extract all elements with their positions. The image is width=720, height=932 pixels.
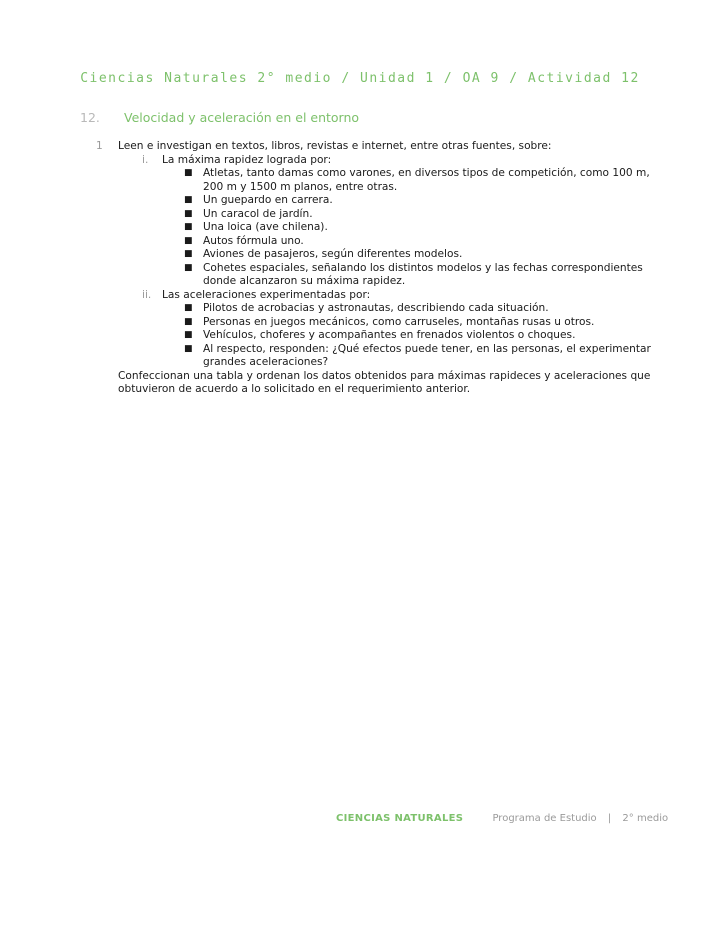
bullet-icon: ■	[184, 208, 193, 219]
list-item-text: Vehículos, choferes y acompañantes en frenados violentos o choques.	[203, 329, 576, 341]
list-item-text: Personas en juegos mecánicos, como carruseles, montañas rusas u otros.	[203, 315, 595, 328]
subitem-ii-marker: ii.	[142, 288, 152, 301]
bullet-icon: ■	[184, 330, 193, 340]
list-item-text: Autos fórmula uno.	[203, 234, 304, 247]
section-number: 12.	[80, 110, 100, 125]
header-title: Ciencias Naturales 2° medio / Unidad 1 / OA 9 / Actividad 12	[80, 71, 640, 86]
bullet-icon: ■	[184, 262, 193, 273]
bullet-icon: ■	[184, 235, 193, 246]
list-item-text: Aviones de pasajeros, según diferentes modelos.	[203, 248, 463, 260]
list-item-text: Al respecto, responden: ¿Qué efectos puede tener, en las personas, el experimentar grandes aceleraciones?	[203, 342, 651, 368]
subitem-i	[96, 154, 656, 168]
list-item-text: Una loica (ave chilena).	[203, 221, 328, 233]
list-item-text: Pilotos de acrobacias y astronautas, describiendo cada situación.	[203, 302, 549, 314]
bullet-icon: ■	[184, 343, 193, 354]
subitem-i-marker: i.	[142, 153, 149, 166]
footer-subject: CIENCIAS NATURALES	[336, 813, 464, 824]
subitem-i-text: La máxima rapidez lograda por:	[162, 153, 332, 166]
activity-content	[96, 140, 656, 397]
bullet-icon: ■	[184, 168, 193, 178]
section-heading	[80, 110, 359, 125]
list-item	[96, 248, 656, 262]
list-item-text: Atletas, tanto damas como varones, en diversos tipos de competición, como 100 m, 200 m y 1500 m planos, entre otras.	[203, 167, 650, 193]
bullet-icon: ■	[184, 303, 193, 313]
list-item	[96, 262, 656, 289]
bullet-icon: ■	[184, 195, 193, 205]
list-item	[96, 302, 656, 316]
subitem-ii-text: Las aceleraciones experimentadas por:	[162, 288, 371, 301]
list-item	[96, 329, 656, 343]
item-1-marker: 1	[96, 140, 103, 152]
footer-program: Programa de Estudio	[492, 813, 597, 824]
list-item	[96, 167, 656, 194]
item-1-text: Leen e investigan en textos, libros, revistas e internet, entre otras fuentes, sobre:	[118, 140, 552, 152]
list-item	[96, 194, 656, 208]
list-item	[96, 316, 656, 330]
item-1	[96, 140, 656, 154]
page-header	[0, 71, 720, 86]
section-title: Velocidad y aceleración en el entorno	[123, 110, 360, 125]
closing-paragraph: Confeccionan una tabla y ordenan los datos obtenidos para máximas rapideces y aceleraciones que obtuvieron de acuerdo a lo solicitado en el requerimiento anterior.	[118, 369, 651, 395]
bullet-icon: ■	[184, 249, 193, 259]
footer-grade: 2° medio	[622, 813, 669, 824]
footer-separator: |	[607, 813, 612, 824]
bullet-icon: ■	[184, 222, 193, 232]
list-item-text: Un guepardo en carrera.	[203, 194, 333, 206]
list-item	[96, 208, 656, 222]
list-item	[96, 343, 656, 370]
bullet-icon: ■	[184, 316, 193, 327]
list-item-text: Un caracol de jardín.	[203, 207, 313, 220]
subitem-ii	[96, 289, 656, 303]
list-item	[96, 235, 656, 249]
list-item	[96, 221, 656, 235]
page-footer	[336, 813, 668, 824]
list-item-text: Cohetes espaciales, señalando los distintos modelos y las fechas correspondientes donde alcanzaron su máxima rapidez.	[203, 261, 643, 287]
